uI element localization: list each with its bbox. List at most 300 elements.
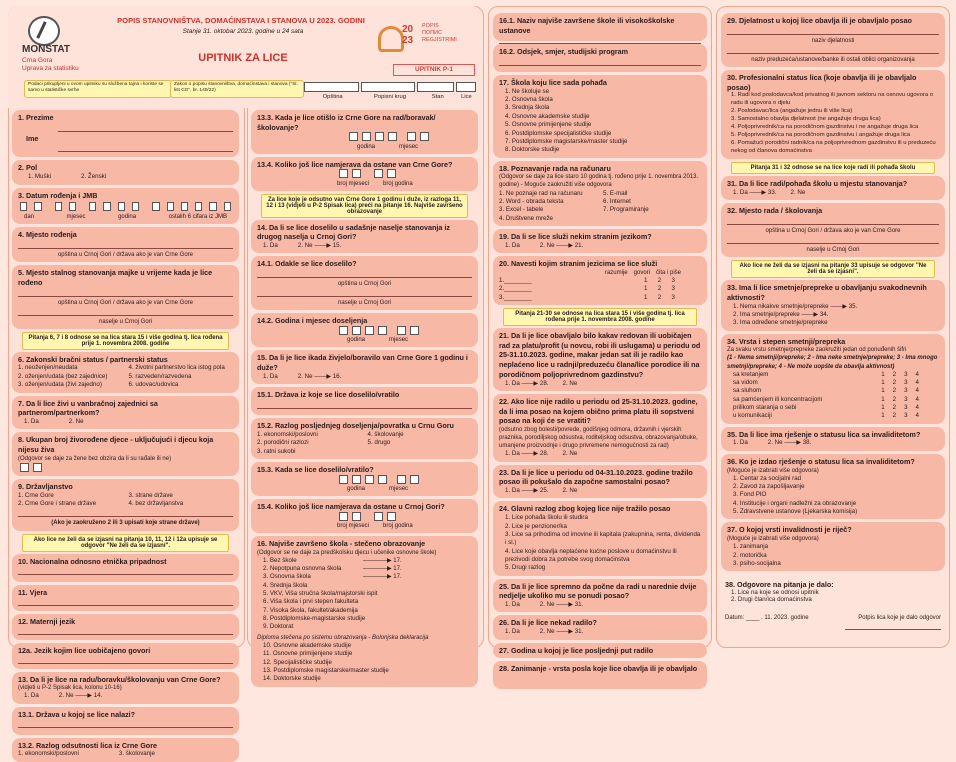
q33-option-2[interactable]: 2. Ima smetnje/prepreke <box>733 310 800 318</box>
q34-row[interactable] <box>733 379 939 387</box>
q17-option-7[interactable]: 7. Postdiplomske magistarske/master studije <box>505 137 628 145</box>
q18-option-7[interactable]: 7. Programiranje <box>603 206 649 214</box>
q21-option-yes[interactable]: 1. Da <box>505 379 520 387</box>
q34-level[interactable]: 1 <box>881 378 885 386</box>
q34-level[interactable]: 3 <box>904 395 908 403</box>
q33-skip-2: 34. <box>819 310 829 318</box>
q15-1-label: 15.1. Država iz koje se lice doselilo/vratilo <box>257 390 400 400</box>
stay-in-mne-boxes[interactable] <box>337 512 472 522</box>
question-19 <box>493 229 707 253</box>
q34-row[interactable] <box>733 387 939 395</box>
question-13 <box>12 672 239 704</box>
q19-skip-target: 21. <box>574 241 584 249</box>
q12-label: 12. Maternji jezik <box>18 616 76 626</box>
q37-option-2[interactable]: 2. motorička <box>733 551 767 559</box>
q37-option-3[interactable]: 3. psiho-socijalna <box>733 559 781 567</box>
q34-level[interactable]: 2 <box>892 378 897 386</box>
q16-option-3[interactable]: 3. Osnovna škola <box>263 573 311 581</box>
q13-2-option-1[interactable]: 1. ekonomski/poslovni <box>18 750 79 758</box>
q24-option-1[interactable]: 1. Lice pohađa školu ili studira <box>505 514 588 522</box>
q34-level[interactable]: 3 <box>904 404 908 412</box>
q30-option-2[interactable]: 2. Poslodavac/lica (angažuje jednu ili više lica) <box>731 108 853 115</box>
q9-option-3[interactable]: 3. strane države <box>128 491 173 499</box>
q30-option-3[interactable]: 3. Samostalno obavlja djelatnost (ne angažuje druga lica) <box>731 116 881 123</box>
question-21 <box>493 328 707 391</box>
q6-option-6[interactable]: 6. udovac/udovica <box>128 381 179 389</box>
q14-2-label-month: mjesec <box>389 337 409 344</box>
q16-option-12[interactable]: 12. Specijalističke studije <box>263 658 332 666</box>
question-12 <box>12 614 239 640</box>
question-33 <box>721 280 945 331</box>
question-17 <box>493 75 707 158</box>
q19-option-no[interactable]: 2. Ne <box>539 241 555 249</box>
question-27 <box>493 643 707 659</box>
q20-label-understand: razumije <box>604 269 628 276</box>
q34-level[interactable]: 4 <box>915 378 919 386</box>
q16-skip-1: 17. <box>393 557 402 564</box>
ethnicity-field[interactable] <box>18 568 233 575</box>
q34-row[interactable] <box>733 396 939 404</box>
q13-2-label: 13.2. Razlog odsutnosti lica iz Crne Gore <box>18 740 157 750</box>
q17-option-3[interactable]: 3. Srednja škola <box>505 104 550 112</box>
q9-option-2[interactable]: 2. Crne Gore i strane države <box>18 500 97 508</box>
q36-hint: (Moguće je izabrati više odgovora) <box>727 467 819 474</box>
q18-option-5[interactable]: 5. E-mail <box>603 189 628 197</box>
question-14-1 <box>251 256 478 310</box>
q17-option-6[interactable]: 6. Postdiplomske specijalističke studije <box>505 129 612 137</box>
q34-level[interactable]: 4 <box>915 412 919 420</box>
q16-option-1[interactable]: 1. Bez škole <box>263 556 297 564</box>
study-program-field[interactable] <box>499 59 701 66</box>
q14-2-label-year: godina <box>347 337 366 344</box>
q6-option-2[interactable]: 2. oženjen/udata (bez zajednice) <box>18 372 108 380</box>
q4-hint: opština u Crnoj Gori / država ako je van Crne Gore <box>57 252 194 259</box>
q26-label: 26. Da li je lice nekad radilo? <box>499 618 597 628</box>
arrow-right-icon: ——▶ <box>749 189 767 196</box>
q34-level[interactable]: 1 <box>881 412 885 420</box>
q16-option-13[interactable]: 13. Postdiplomske magistarske/master studije <box>263 667 389 674</box>
q7-option-yes[interactable]: 1. Da <box>24 418 39 425</box>
q3-label-jmb: ostalih 6 cifara iz JMB <box>168 214 227 221</box>
q36-option-4[interactable]: 4. Institucije i organi nadležni za obrazovanje <box>733 499 857 507</box>
q6-option-4[interactable]: 4. životni partnerstvo lica istog pola <box>128 364 225 372</box>
q18-option-3[interactable]: 3. Excel - tabele <box>499 206 544 214</box>
q30-option-1[interactable]: 1. Radi kod poslodavca/kod privatnog ili javnom sektoru na osnovu ugovora o radu ili ugovora o djelu <box>731 92 934 107</box>
q31-option-yes[interactable]: 1. Da <box>733 188 748 196</box>
q20-label: 20. Navesti kojim stranim jezicima se lice služi <box>499 259 658 269</box>
q17-option-8[interactable]: 8. Doktorske studije <box>505 146 560 154</box>
survey-title: POPIS STANOVNIŠTVA, DOMAĆINSTAVA I STANOVA U 2023. GODINI <box>117 16 365 25</box>
q34-row[interactable] <box>733 371 939 379</box>
q30-option-6[interactable]: 6. Pomažući porodični radnik/ca na poljoprivrednom gazdinstvu ili u preduzeću nekog od članova domaćinstva <box>731 140 936 155</box>
spoken-language-field[interactable] <box>18 657 233 664</box>
q15-2-option-5[interactable]: 5. drugo <box>367 439 391 447</box>
date-line: Stanje 31. oktobar 2023. godine u 24 sata <box>182 28 304 35</box>
q33-label: 33. Ima li lice smetnje/prepreke u obavljanju svakodnevnih aktivnosti? <box>727 283 927 302</box>
q38-option-2[interactable]: 2. Drugi član/ica domaćinstva <box>731 596 812 604</box>
q13-4-label-years: broj godina <box>383 180 413 187</box>
q15-4-label-months: broj mjeseci <box>337 522 370 529</box>
q8-hint: (Odgovor se daje za žene bez obzira da li su rađale ili ne) <box>18 455 172 462</box>
origin-country-field[interactable] <box>257 402 472 409</box>
prev-settlement-field[interactable] <box>257 290 472 297</box>
q24-option-3[interactable]: 3. Lice sa prihodima od imovine ili kapitala (zakupnina, renta, dividenda i sl.) <box>505 530 701 547</box>
arrow-right-icon: ——▶ <box>75 693 92 700</box>
q35-option-yes[interactable]: 1. Da <box>733 439 748 447</box>
q16-option-9[interactable]: 9. Doktorat <box>263 623 294 631</box>
q19-label: 19. Da li se lice služi nekim stranim jezikom? <box>499 231 652 241</box>
q9-option-1[interactable]: 1. Crne Gore <box>18 491 54 499</box>
q16-option-6[interactable]: 6. Viša škola i prvi stepen fakulteta <box>263 598 359 606</box>
q34-row[interactable] <box>733 412 939 420</box>
law-notice: Zakon o popisu stanovništva, domaćinstava i stanova ("Sl. list CG", br. 140/22) <box>170 80 304 98</box>
question-14-2 <box>251 313 478 347</box>
q13-4-label-months: broj mjeseci <box>337 180 370 187</box>
column-2-questions <box>247 108 482 683</box>
q32-label: 32. Mjesto rada / školovanja <box>727 206 823 216</box>
q3-label-day: dan <box>24 214 35 221</box>
language-row-3[interactable]: 3.________ 1 2 3 <box>499 293 675 301</box>
q10-label: 10. Nacionalna odnosno etnička pripadnost <box>18 556 167 566</box>
q18-option-1[interactable]: 1. Ne poznaje rad na računaru <box>499 189 583 197</box>
q34-level[interactable]: 4 <box>915 395 919 403</box>
q2-option-male[interactable]: 1. Muški <box>28 173 52 181</box>
q2-label: 2. Pol <box>18 163 38 173</box>
birthplace-field[interactable] <box>18 242 233 249</box>
q15-skip-target: 16. <box>332 372 342 380</box>
question-16-1 <box>493 13 707 41</box>
q36-option-3[interactable]: 3. Fond PIO <box>733 491 767 499</box>
logo-text: POPIS ПОПИС REGJISTRIMI <box>422 23 457 43</box>
q21-label: 21. Da li je lice obavljalo bilo kakav redovan ili uobičajen rad za platu/profit (u novcu, robi ili uslugama) u periodu od 25-31.10.2023. godine, makar jedan sat ili je radilo kao neplaćeno lice u radnji/preduzeću člana/lice porodice ili na porodičnom poljoprivrednom gazdinstvu? <box>499 330 701 379</box>
question-24 <box>493 501 707 575</box>
q31-label: 31. Da li lice radi/pohađa školu u mjestu stanovanja? <box>727 179 908 189</box>
form-title: UPITNIK ZA LICE <box>198 52 288 64</box>
q33-option-3[interactable]: 3. Ima određene smetnje/prepreke <box>733 319 828 327</box>
q34-label: 34. Vrsta i stepen smetnji/prepreka <box>727 336 846 346</box>
question-12a <box>12 643 239 669</box>
q37-option-1[interactable]: 1. zanimanja <box>733 543 769 551</box>
q1-label: 1. Prezime <box>18 113 54 122</box>
question-29 <box>721 13 945 67</box>
q34-level[interactable]: 1 <box>881 404 885 412</box>
q37-hint: (Moguće je izabrati više odgovora) <box>727 536 819 543</box>
q23-label: 23. Da li je lice u periodu od 04-31.10.2023. godine tražilo posao ili pokušalo da započne samostalni posao? <box>499 467 693 487</box>
work-settlement-field[interactable] <box>727 237 939 244</box>
q9-hint: (Ako je zaokruženo 2 ili 3 upisati koje strane države) <box>51 520 200 527</box>
q22-hint: (odsutno zbog bolesti/povrede, godišnjeg odmora, državnih i vjerskih praznika, porodiljskog odsustva, roditeljskog odsustva, obrazovanja/obuke, umanjene proizvodnje i drugo privremene nemogućnosti za rad) <box>499 427 698 450</box>
q16-option-14[interactable]: 14. Doktorske studije <box>263 675 321 683</box>
prev-municipality-field[interactable] <box>257 271 472 278</box>
q22-skip-target: 28. <box>539 450 549 458</box>
q22-option-yes[interactable]: 1. Da <box>505 450 520 458</box>
q18-option-6[interactable]: 6. Internet <box>603 197 631 205</box>
question-3 <box>12 188 239 225</box>
mother-residence-field[interactable] <box>18 290 233 297</box>
q34-level[interactable]: 3 <box>904 370 908 378</box>
question-13-2 <box>12 738 239 762</box>
note-q33: Ako lice ne želi da se izjasni na pitanje 33 upisuje se odgovor "Ne želi da se izjasni". <box>731 260 935 278</box>
q8-label: 8. Ukupan broj živorođene djece - uključujući i djecu koja nijesu živa <box>18 435 214 455</box>
q16-option-8[interactable]: 8. Postdiplomske-magistarske studije <box>263 615 366 623</box>
q34-level[interactable]: 2 <box>892 370 897 378</box>
q18-option-4[interactable]: 4. Društvene mreže <box>499 214 553 222</box>
q23-option-no[interactable]: 2. Ne <box>562 487 578 495</box>
question-31 <box>721 176 945 200</box>
q16-hint: (Odgovor se ne daje za predškolsku djecu i učenike osnovne škole) <box>257 549 437 556</box>
q16-option-2[interactable]: 2. Nepotpuna osnovna škola <box>263 564 342 572</box>
q6-option-3[interactable]: 3. oženjen/udata (živi zajedno) <box>18 381 102 389</box>
question-13-3 <box>251 110 478 154</box>
question-35 <box>721 427 945 451</box>
q16-option-7[interactable]: 7. Visoka škola, fakultet/akademija <box>263 606 358 614</box>
q18-option-2[interactable]: 2. Word - obrada teksta <box>499 197 564 205</box>
question-37 <box>721 522 945 571</box>
q24-option-4[interactable]: 4. Lice koje obavlja neplaćene kućne poslove u domaćinstvu ili prezivodi dobra za potrebe svog domaćinstva <box>505 547 677 563</box>
arrow-right-icon: ——▶ <box>521 451 539 458</box>
q15-3-label-year: godina <box>347 485 366 492</box>
question-16 <box>251 536 478 687</box>
q34-row[interactable] <box>733 404 939 412</box>
question-11 <box>12 585 239 611</box>
q35-skip-target: 38. <box>802 439 812 447</box>
code-label-krug: Popisni krug <box>374 94 406 100</box>
q9-option-4[interactable]: 4. bez državljanstva <box>128 500 184 508</box>
q18-hint: (Odgovor se daje za lice staro 10 godina tj. rođeno prije 1. novembra 2013. godine) - Moguće zaokružiti više odgovora <box>499 174 699 189</box>
q13-option-no[interactable]: 2. Ne <box>58 692 74 700</box>
question-15-2 <box>251 418 478 459</box>
form-header <box>8 6 482 108</box>
q13-3-label-year: godina <box>357 143 376 150</box>
q34-item-label: sa sluhom <box>733 387 762 395</box>
q30-option-4[interactable]: 4. Poljoprivrednik/ca na porodičnom gazdinstvu i ne angažuje druga lica <box>731 124 919 131</box>
q6-option-1[interactable]: 1. neoženjen/neudata <box>18 364 78 372</box>
q16-option-11[interactable]: 11. Osnovne primijenjene studije <box>263 650 353 658</box>
q34-rows <box>733 371 939 421</box>
q25-option-yes[interactable]: 1. Da <box>505 601 520 609</box>
q34-level[interactable]: 2 <box>892 412 897 420</box>
q3-label-year: godina <box>118 214 137 221</box>
q13-3-label-month: mjesec <box>399 143 419 150</box>
q29-hint-2: naziv preduzeća/ustanove/banke ili ostali oblici organizovanja <box>751 56 915 63</box>
q36-option-5[interactable]: 5. Zdravstvene ustanove (Ljekarska komisija) <box>733 508 858 516</box>
census-logo: 20 23 POPIS ПОПИС REGJISTRIMI <box>378 20 478 56</box>
q25-option-no[interactable]: 2. Ne <box>539 601 555 609</box>
q26-option-no[interactable]: 2. Ne <box>539 628 555 636</box>
question-38 <box>717 574 949 636</box>
question-4 <box>12 227 239 262</box>
question-7 <box>12 396 239 430</box>
q29-label: 29. Djelatnost u kojoj lice obavlja ili je obavljalo posao <box>727 16 912 25</box>
q16-skip-3: 17. <box>393 574 402 581</box>
question-9 <box>12 479 239 531</box>
surname-field[interactable] <box>58 125 233 132</box>
arrow-right-icon: ——▶ <box>801 311 819 318</box>
question-34 <box>721 334 945 424</box>
code-labels <box>304 94 476 100</box>
q29-hint-1: naziv djelatnosti <box>811 37 855 44</box>
question-10 <box>12 554 239 582</box>
mother-settlement-field[interactable] <box>18 309 233 316</box>
q15-2-option-3[interactable]: 3. ratni sukobi <box>257 447 296 455</box>
q16-option-4[interactable]: 4. Srednja škola <box>263 581 308 589</box>
q17-option-4[interactable]: 4. Osnovne akademske studije <box>505 112 590 120</box>
language-row-2[interactable]: 2.________ 1 2 3 <box>499 285 675 293</box>
religion-field[interactable] <box>18 599 233 606</box>
mother-tongue-field[interactable] <box>18 628 233 635</box>
q22-label: 22. Ako lice nije radilo u periodu od 25-31.10.2023. godine, da li ima posao na kojem obično prima platu ili sopstveni posao na koji će se vratiti? <box>499 396 698 426</box>
q15-option-yes[interactable]: 1. Da <box>263 372 278 380</box>
q22-option-no[interactable]: 2. Ne <box>562 450 578 458</box>
q19-option-yes[interactable]: 1. Da <box>505 241 520 249</box>
q26-option-yes[interactable]: 1. Da <box>505 628 520 636</box>
q17-option-2[interactable]: 2. Osnovna škola <box>505 96 553 104</box>
q13-2-option-3[interactable]: 3. školovanje <box>118 750 155 758</box>
q15-2-option-1[interactable]: 1. ekonomski/poslovni <box>257 430 318 438</box>
language-row-1[interactable]: 1.________ 1 2 3 <box>499 276 675 284</box>
question-26 <box>493 615 707 639</box>
q15-3-label: 15.3. Kada se lice doselilo/vratilo? <box>257 464 374 474</box>
question-30 <box>721 70 945 159</box>
q2-option-female[interactable]: 2. Ženski <box>81 173 107 181</box>
q23-option-yes[interactable]: 1. Da <box>505 487 520 495</box>
children-count-boxes[interactable] <box>18 463 233 473</box>
code-label-opstina: Opština <box>322 94 343 100</box>
q15-2-option-2[interactable]: 2. porodični razlozi <box>257 439 309 447</box>
q14-option-no[interactable]: 2. Ne <box>297 242 313 250</box>
move-date-boxes[interactable] <box>337 326 472 336</box>
q31-option-no[interactable]: 2. Ne <box>790 188 806 196</box>
question-13-1 <box>12 707 239 735</box>
q16-option-5[interactable]: 5. VKV, Viša stručna škola/majstorski ispit <box>263 590 378 598</box>
arrow-right-icon: ————▶ <box>363 566 392 572</box>
q16-2-label: 16.2. Odsjek, smjer, studijski program <box>499 47 629 56</box>
q13-hint: (vidjeti u P-2 Spisak lica, kolonu 10-16) <box>18 685 122 692</box>
q34-level[interactable]: 3 <box>904 378 908 386</box>
q7-option-no[interactable]: 2. Ne <box>68 418 84 425</box>
q15-option-no[interactable]: 2. Ne <box>297 372 313 380</box>
q15-2-option-4[interactable]: 4. školovanje <box>367 430 404 438</box>
q13-4-label: 13.4. Koliko još lice namjerava da ostane van Crne Gore? <box>257 159 453 169</box>
q34-level[interactable]: 2 <box>892 404 897 412</box>
q38-option-1[interactable]: 1. Lice na koje se odnosi upitnik <box>731 589 819 597</box>
arrow-right-icon: ——▶ <box>784 440 801 447</box>
departure-date-boxes[interactable] <box>347 132 472 142</box>
confidential-notice: Podaci prikupljeni u ovom upitniku su službena tajna i koriste se samo u statističke svrhe <box>24 80 172 98</box>
q31-skip-target: 33. <box>767 188 777 196</box>
employer-field[interactable] <box>727 47 939 54</box>
question-8 <box>12 432 239 476</box>
q27-label: 27. Godina u kojoj je lice posljednji put radilo <box>499 645 654 655</box>
citizenship-field[interactable] <box>18 510 233 517</box>
question-23 <box>493 465 707 499</box>
question-13-4 <box>251 157 478 191</box>
q35-option-no[interactable]: 2. Ne <box>767 439 783 447</box>
form-column-4 <box>716 6 950 648</box>
q34-level[interactable]: 1 <box>881 395 885 403</box>
q3-label-month: mjesec <box>66 214 86 221</box>
q13-1-label: 13.1. Država u kojoj se lice nalazi? <box>18 709 136 719</box>
q34-level[interactable]: 2 <box>892 387 897 395</box>
industry-field[interactable] <box>727 28 939 35</box>
q5-hint-2: naselje u Crnoj Gori <box>98 318 153 325</box>
q14-1-label: 14.1. Odakle se lice doselilo? <box>257 259 357 269</box>
signature-line[interactable] <box>845 621 941 630</box>
q26-skip-target: 31. <box>574 628 584 636</box>
arrow-right-icon: ——▶ <box>556 242 573 249</box>
q37-label: 37. O kojoj vrsti invalidnosti je riječ? <box>727 525 852 535</box>
q14-2-label: 14.2. Godina i mjesec doseljenja <box>257 316 368 326</box>
q34-item-label: u komunikaciji <box>733 412 772 420</box>
q6-label: 6. Zakonski bračni status / partnerski status <box>18 354 168 364</box>
q16-1-label: 16.1. Naziv najviše završene škole ili visokoškolske ustanove <box>499 16 675 35</box>
q24-option-2[interactable]: 2. Lice je penzioner/ka <box>505 522 567 530</box>
q5-hint-1: opština u Crnoj Gori / država ako je van Crne Gore <box>57 299 194 306</box>
name-field[interactable] <box>58 145 233 152</box>
code-label-lice: Lice <box>461 94 472 100</box>
q21-option-no[interactable]: 2. Ne <box>562 379 578 387</box>
birth-date-boxes[interactable] <box>18 202 233 211</box>
q36-option-2[interactable]: 2. Zavod za zapošljavanje <box>733 483 805 490</box>
q34-level[interactable]: 1 <box>881 370 885 378</box>
work-municipality-field[interactable] <box>727 218 939 225</box>
q34-level[interactable]: 3 <box>904 412 908 420</box>
q14-option-yes[interactable]: 1. Da <box>263 242 278 250</box>
country-abroad-field[interactable] <box>18 721 233 728</box>
q34-legend: (1 - Nema smetnji/prepreke; 2 - Ima neke smetnje/prepreke; 3 - Ima mnogo smetnji/prepreke; 4 - Ne može uopšte da obavlja aktivnost) <box>727 355 938 370</box>
q34-level[interactable]: 4 <box>915 404 919 412</box>
q6-option-5[interactable]: 5. razveden/razvedena <box>128 372 192 380</box>
q16-option-10[interactable]: 10. Osnovne akademske studije <box>263 641 352 649</box>
question-15-3 <box>251 462 478 496</box>
q24-option-5[interactable]: 5. Drugi razlog <box>505 564 546 572</box>
note-q10-12: Ako lice ne želi da se izjasni na pitanja 10, 11, 12 i 12a upisuje se odgovor "Ne želi da se izjasni". <box>22 534 229 552</box>
intended-stay-boxes[interactable] <box>337 169 472 179</box>
question-32 <box>721 203 945 257</box>
q34-level[interactable]: 4 <box>915 387 919 395</box>
q16-label: 16. Najviše završeno škola - stečeno obrazovanje <box>257 538 426 548</box>
arrow-right-icon: ——▶ <box>556 602 573 609</box>
q34-item-label: prilikom staranja o sebi <box>733 404 797 412</box>
q12a-label: 12a. Jezik kojim lice uobičajeno govori <box>18 645 151 655</box>
arrow-right-icon: ——▶ <box>521 488 539 495</box>
question-2 <box>12 160 239 184</box>
q17-label: 17. Škola koju lice sada pohađa <box>499 78 607 87</box>
arrow-right-icon: ——▶ <box>314 243 331 250</box>
q17-option-5[interactable]: 5. Osnovne primijenjene studije <box>505 121 592 129</box>
q34-level[interactable]: 1 <box>881 387 885 395</box>
q34-level[interactable]: 4 <box>915 370 919 378</box>
q34-level[interactable]: 2 <box>892 395 897 403</box>
note-skip-q16: Za lice koje je odsutno van Crne Gore 1 godinu i duže, iz razloga 11, 12 i 13 (vidjeti u P-2 Spisak lica) preći na pitanje 16. Najviše završeno obrazovanje <box>261 194 468 218</box>
code-boxes <box>304 82 476 92</box>
q33-option-1[interactable]: 1. Nema nikakve smetnje/prepreke <box>733 302 829 310</box>
q13-option-yes[interactable]: 1. Da <box>24 692 39 700</box>
question-15 <box>251 350 478 384</box>
q36-option-1[interactable]: 1. Centar za socijalni rad <box>733 474 802 482</box>
return-date-boxes[interactable] <box>337 475 472 485</box>
q17-option-1[interactable]: 1. Ne školuje se <box>505 87 550 95</box>
q32-hint-2: naselje u Crnoj Gori <box>806 246 860 253</box>
q23-skip-target: 25. <box>539 487 549 495</box>
q30-option-5[interactable]: 5. Poljoprivrednik/ca na porodičnom gazdinstvu i angažuje druga lica <box>731 132 911 139</box>
q14-1-hint-2: naselje u Crnoj Gori <box>337 300 392 307</box>
q1b-label: Ime <box>26 133 39 143</box>
question-15-4 <box>251 499 478 533</box>
q25-label: 25. Da li je lice spremno da počne da radi u narednie dvije nedjelje ukoliko mu se ponudi posao? <box>499 581 697 601</box>
q14-1-hint-1: opština u Crnoj Gori <box>337 281 392 288</box>
q34-level[interactable]: 3 <box>904 387 908 395</box>
